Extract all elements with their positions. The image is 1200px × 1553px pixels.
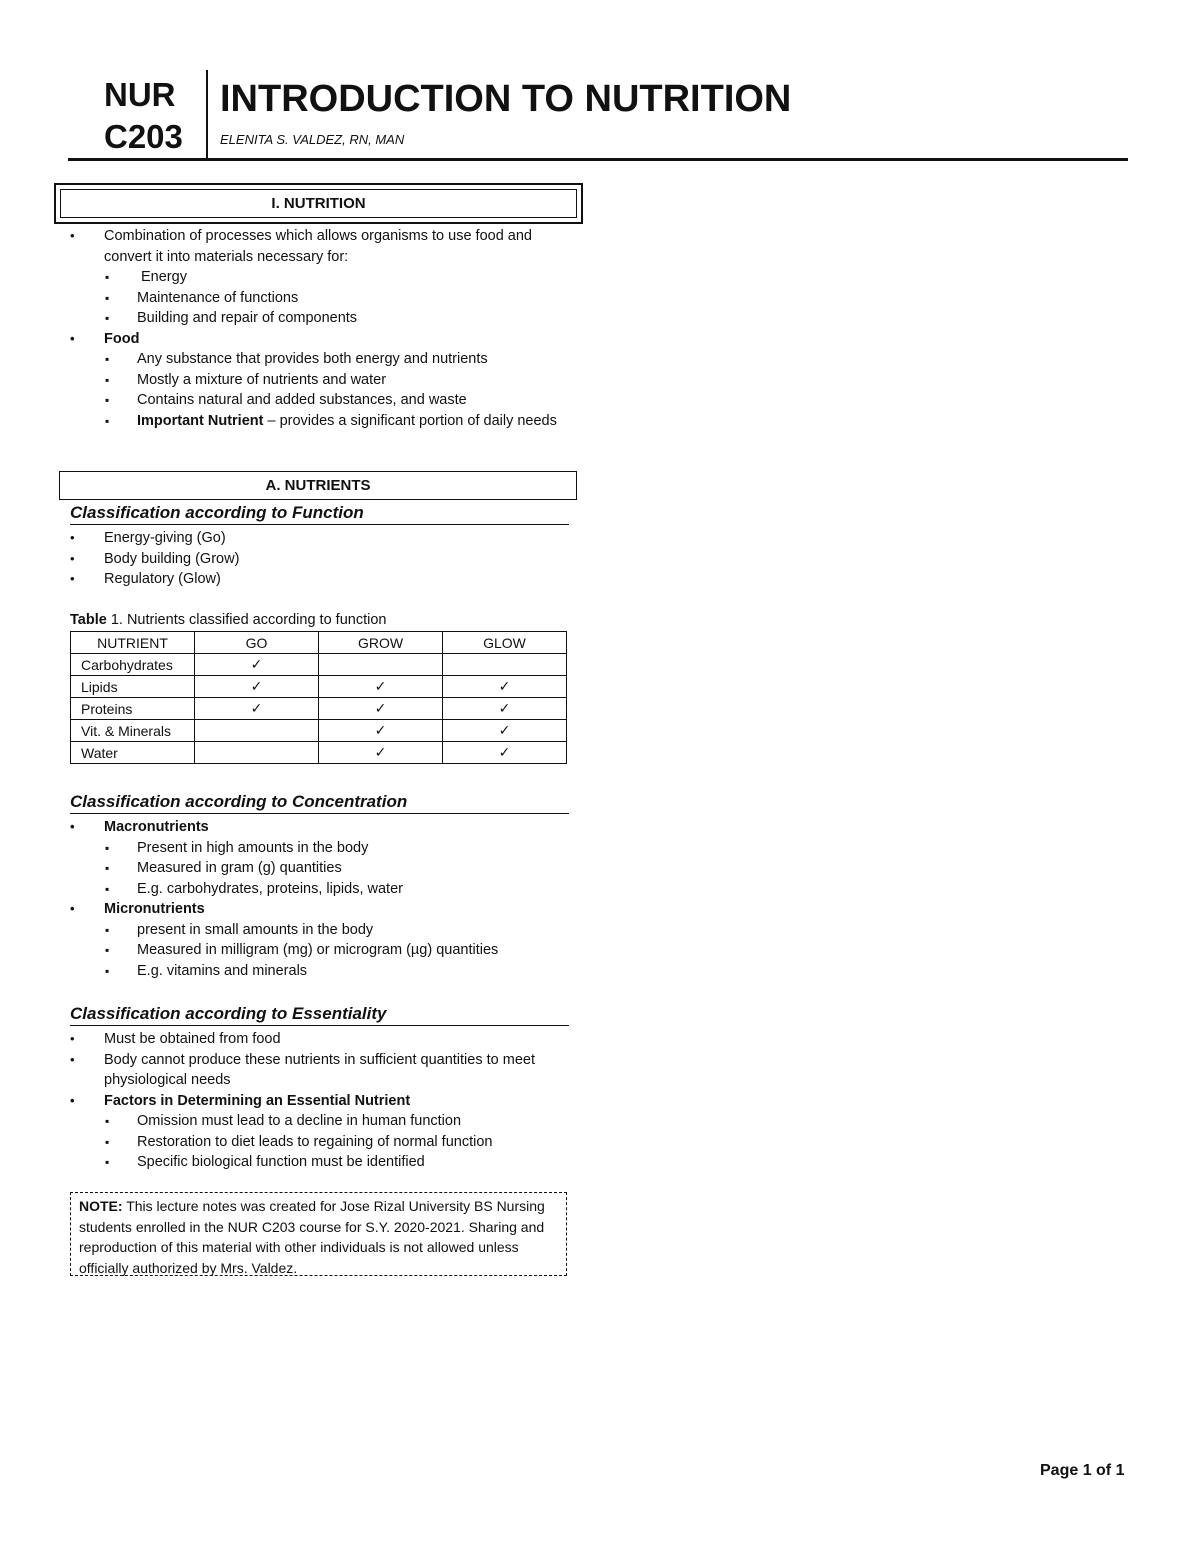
check-icon: ✓ <box>443 698 567 720</box>
list-item: • Body building (Grow) <box>104 549 564 570</box>
table-cell: Proteins <box>71 698 195 720</box>
table-cell <box>319 654 443 676</box>
note-text: This lecture notes was created for Jose Rizal University BS Nursing students enrolled in the NUR C203 course for S.Y. 2020-2021. Sharing and reproduction of this material with other individuals is not allowed unless officially authorized by Mrs. Valdez. <box>79 1198 545 1276</box>
check-icon: ✓ <box>319 676 443 698</box>
list-item: • Regulatory (Glow) <box>104 569 564 590</box>
check-icon: ✓ <box>443 742 567 764</box>
list-subitem: ▪ Omission must lead to a decline in human function <box>137 1111 544 1132</box>
table-header-cell: GO <box>195 632 319 654</box>
section-heading-nutrition: I. NUTRITION <box>60 189 577 218</box>
table-cell: Water <box>71 742 195 764</box>
table-caption-text: 1. Nutrients classified according to function <box>106 612 387 628</box>
table-cell <box>443 654 567 676</box>
nutrient-function-table <box>70 631 567 764</box>
table-caption <box>70 612 386 628</box>
table-header-cell: NUTRIENT <box>71 632 195 654</box>
list-item-micronutrients: • Micronutrients <box>104 899 574 920</box>
important-nutrient-definition: – provides a significant portion of daily needs <box>263 412 557 429</box>
check-icon: ✓ <box>319 720 443 742</box>
table-cell <box>195 720 319 742</box>
course-code <box>104 74 204 158</box>
table-row <box>71 676 567 698</box>
table-row <box>71 698 567 720</box>
table-header-cell: GROW <box>319 632 443 654</box>
course-code-line1: NUR <box>104 76 176 113</box>
table-cell: Lipids <box>71 676 195 698</box>
page-title: INTRODUCTION TO NUTRITION <box>220 78 792 120</box>
header-divider-horizontal <box>68 158 1128 161</box>
list-subitem: ▪ Maintenance of functions <box>137 288 574 309</box>
check-icon: ✓ <box>319 742 443 764</box>
function-list <box>104 528 564 590</box>
check-icon: ✓ <box>195 676 319 698</box>
list-subitem: ▪ Restoration to diet leads to regaining of normal function <box>137 1132 544 1153</box>
essentiality-list <box>104 1029 544 1173</box>
list-subitem: ▪ Present in high amounts in the body <box>137 838 574 859</box>
table-row <box>71 654 567 676</box>
list-subitem: ▪ Mostly a mixture of nutrients and water <box>137 370 574 391</box>
list-subitem: ▪ E.g. carbohydrates, proteins, lipids, water <box>137 879 574 900</box>
table-row <box>71 742 567 764</box>
subheading-concentration: Classification according to Concentration <box>70 792 569 814</box>
check-icon: ✓ <box>195 654 319 676</box>
check-icon: ✓ <box>195 698 319 720</box>
table-cell: Carbohydrates <box>71 654 195 676</box>
important-nutrient-term: Important Nutrient <box>137 412 264 429</box>
list-subitem: ▪ Any substance that provides both energy and nutrients <box>137 349 574 370</box>
list-subitem: ▪ Specific biological function must be identified <box>137 1152 544 1173</box>
list-subitem: ▪ Measured in gram (g) quantities <box>137 858 574 879</box>
list-item-food: • Food <box>104 329 574 350</box>
list-subitem: ▪ Contains natural and added substances, and waste <box>137 390 574 411</box>
author-line: ELENITA S. VALDEZ, RN, MAN <box>220 132 405 147</box>
table-caption-label: Table <box>70 612 107 628</box>
check-icon: ✓ <box>443 676 567 698</box>
subheading-essentiality: Classification according to Essentiality <box>70 1004 569 1026</box>
table-cell: Vit. & Minerals <box>71 720 195 742</box>
concentration-list <box>104 817 574 981</box>
list-item: • Energy-giving (Go) <box>104 528 564 549</box>
list-item-factors: • Factors in Determining an Essential Nutrient <box>104 1091 544 1112</box>
list-subitem-important-nutrient <box>137 411 574 432</box>
note-label: NOTE: <box>79 1198 123 1214</box>
list-item: • Must be obtained from food <box>104 1029 544 1050</box>
table-header-row <box>71 632 567 654</box>
table-cell <box>195 742 319 764</box>
list-item: • Body cannot produce these nutrients in sufficient quantities to meet physiological needs <box>104 1050 544 1091</box>
check-icon: ✓ <box>319 698 443 720</box>
header-divider-vertical <box>206 70 208 158</box>
list-item-macronutrients: • Macronutrients <box>104 817 574 838</box>
page-number: Page 1 of 1 <box>1040 1462 1125 1479</box>
list-subitem: ▪ E.g. vitamins and minerals <box>137 961 574 982</box>
table-row <box>71 720 567 742</box>
list-item: • Combination of processes which allows organisms to use food and convert it into materials necessary for: <box>104 226 574 267</box>
note-box <box>70 1192 567 1276</box>
course-code-line2: C203 <box>104 118 183 155</box>
list-subitem: ▪ Energy <box>137 267 574 288</box>
list-subitem: ▪ Measured in milligram (mg) or microgram (µg) quantities <box>137 940 574 961</box>
nutrition-list <box>104 226 574 431</box>
section-heading-nutrients: A. NUTRIENTS <box>59 471 577 500</box>
table-header-cell: GLOW <box>443 632 567 654</box>
list-subitem: ▪ Building and repair of components <box>137 308 574 329</box>
check-icon: ✓ <box>443 720 567 742</box>
list-subitem: ▪ present in small amounts in the body <box>137 920 574 941</box>
subheading-function: Classification according to Function <box>70 503 569 525</box>
